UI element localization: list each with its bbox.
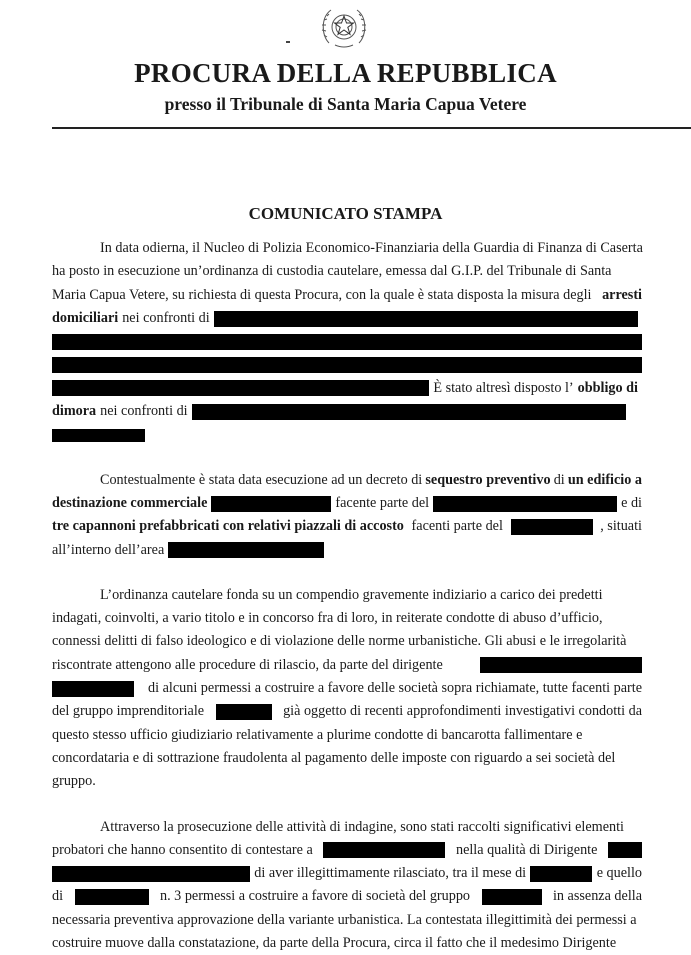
paragraph-3-line-2: indagati, coinvolti, a vario titolo e in concorso fra di loro, in reiterate condotte di abuso d’ufficio, [52,610,603,627]
paragraph-4-line-1: Attraverso la prosecuzione delle attività di indagine, sono stati raccolti significativi elementi [100,818,624,835]
redaction-bar [608,842,642,858]
paragraph-3-line-1: L’ordinanza cautelare fonda su un compendio gravemente indiziario a carico dei predetti [100,586,603,603]
republic-emblem-icon [319,3,369,51]
paragraph-3-line-4: riscontrate attengono alle procedure di rilascio, da parte del dirigente [52,654,642,677]
redaction-bar [480,657,642,673]
paragraph-3-line-9: gruppo. [52,773,96,790]
paragraph-4-line-3: di aver illegittimamente rilasciato, tra il mese di e quello [52,862,642,885]
paragraph-2-line-3: tre capannoni prefabbricati con relativi piazzali di accosto facenti parte del , situati [52,518,642,535]
redaction-bar [216,704,272,720]
paragraph-2-line-2: destinazione commerciale facente parte del e di [52,494,642,511]
redaction-bar [52,866,250,882]
paragraph-4-line-2: probatori che hanno consentito di contestare a nella qualità di Dirigente [52,839,642,862]
redaction-bar [214,311,638,327]
paragraph-1-line-9 [52,423,642,446]
office-title: PROCURA DELLA REPUBBLICA [134,58,557,88]
paragraph-2-line-1: Contestualmente è stata data esecuzione ad un decreto di sequestro preventivo di un edificio a [100,471,642,488]
redaction-bar [52,357,642,373]
paragraph-1-line-7: È stato altresì disposto l’ obbligo di [52,377,642,400]
paragraph-1-line-5 [52,330,642,353]
paragraph-1-line-2: ha posto in esecuzione un’ordinanza di custodia cautelare, emessa dal G.I.P. del Tribunale di Santa [52,263,612,280]
paragraph-4-line-5: necessaria preventiva approvazione della variante urbanistica. La contestata illegittimità dei permessi a [52,911,637,928]
paragraph-3-line-8: concordataria e di sottrazione fraudolenta al pagamento delle imposte con riguardo a sei società del [52,749,616,766]
paragraph-1-line-3: Maria Capua Vetere, su richiesta di questa Procura, con la quale è stata disposta la misura degli arresti [52,286,642,303]
paragraph-3-line-3: connessi delitti di falso ideologico e di violazione delle norme urbanistiche. Gli abusi e le irregolarità [52,633,627,650]
redaction-bar [52,681,134,697]
redaction-bar [192,404,626,420]
paragraph-4-line-4: di n. 3 permessi a costruire a favore di società del gruppo in assenza della [52,888,642,905]
redaction-bar [482,889,542,905]
redaction-bar [530,866,592,882]
paragraph-1-line-8: dimora nei confronti di [52,400,642,423]
office-subtitle: presso il Tribunale di Santa Maria Capua Vetere [164,94,527,114]
redaction-bar [323,842,445,858]
paragraph-1-line-6 [52,353,642,376]
redaction-bar [52,429,145,442]
scan-mark [286,41,290,43]
document-heading: COMUNICATO STAMPA [248,204,443,223]
redaction-bar [52,334,642,350]
paragraph-1-line-4: domiciliari nei confronti di [52,307,642,330]
redaction-bar [52,380,429,396]
paragraph-2-line-4: all’interno dell’area [52,539,642,562]
paragraph-3-line-6: del gruppo imprenditoriale già oggetto di recenti approfondimenti investigativi condotti da [52,703,642,720]
redaction-bar [511,519,593,535]
paragraph-1-line-1: In data odierna, il Nucleo di Polizia Economico-Finanziaria della Guardia di Finanza di Caserta [100,240,643,256]
redaction-bar [433,496,617,512]
paragraph-3-line-5: di alcuni permessi a costruire a favore delle società sopra richiamate, tutte facenti parte [52,677,642,700]
redaction-bar [168,542,324,558]
paragraph-4-line-6: costruire muove dalla constatazione, da parte della Procura, circa il fatto che il medesimo Dirigente [52,935,617,952]
header-divider [52,127,691,129]
redaction-bar [75,889,149,905]
paragraph-3-line-7: questo stesso ufficio giudiziario relativamente a plurime condotte di bancarotta fallimentare e [52,726,583,743]
redaction-bar [211,496,331,512]
document-body [52,237,642,955]
